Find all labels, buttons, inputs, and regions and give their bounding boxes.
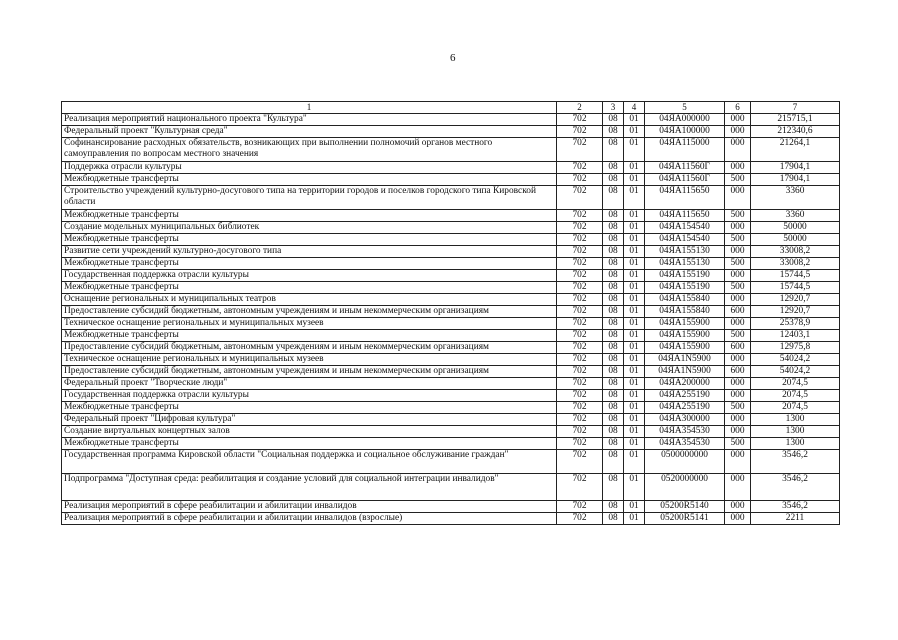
row-amount-cell: 3546,2 [751, 501, 840, 513]
table-row [62, 318, 840, 330]
table-row [62, 366, 840, 378]
row-expense-type-cell: 000 [725, 114, 751, 126]
row-code-cell: 702 [557, 438, 603, 450]
row-subsection-cell: 01 [624, 414, 645, 426]
table-row [62, 234, 840, 246]
table-row [62, 501, 840, 513]
table-row [62, 138, 840, 162]
table-row [62, 414, 840, 426]
row-amount-cell: 1300 [751, 414, 840, 426]
column-header: 7 [751, 102, 840, 114]
row-name-cell: Государственная поддержка отрасли культуры [62, 270, 557, 282]
table-row [62, 306, 840, 318]
row-name-cell: Создание виртуальных концертных залов [62, 426, 557, 438]
row-amount-cell: 2074,5 [751, 390, 840, 402]
table-body [62, 114, 840, 525]
row-expense-type-cell: 500 [725, 258, 751, 270]
row-target-article-cell: 04ЯА115000 [645, 138, 725, 162]
row-subsection-cell: 01 [624, 378, 645, 390]
row-name-cell: Предоставление субсидий бюджетным, автономным учреждениям и иным некоммерческим организациям [62, 342, 557, 354]
row-expense-type-cell: 500 [725, 402, 751, 414]
row-code-cell: 702 [557, 174, 603, 186]
table-row [62, 174, 840, 186]
row-amount-cell: 15744,5 [751, 282, 840, 294]
row-name-cell: Оснащение региональных и муниципальных театров [62, 294, 557, 306]
row-subsection-cell: 01 [624, 258, 645, 270]
row-name-cell: Реализация мероприятий в сфере реабилитации и абилитации инвалидов [62, 501, 557, 513]
row-name-cell: Техническое оснащение региональных и муниципальных музеев [62, 354, 557, 366]
row-section-cell: 08 [603, 426, 624, 438]
row-expense-type-cell: 000 [725, 354, 751, 366]
row-amount-cell: 2074,5 [751, 378, 840, 390]
row-expense-type-cell: 500 [725, 438, 751, 450]
row-subsection-cell: 01 [624, 318, 645, 330]
table-row [62, 282, 840, 294]
row-target-article-cell: 04ЯА155840 [645, 306, 725, 318]
row-amount-cell: 2211 [751, 513, 840, 525]
row-code-cell: 702 [557, 114, 603, 126]
column-header: 3 [603, 102, 624, 114]
row-section-cell: 08 [603, 474, 624, 501]
row-amount-cell: 12403,1 [751, 330, 840, 342]
row-section-cell: 08 [603, 402, 624, 414]
row-name-cell: Межбюджетные трансферты [62, 330, 557, 342]
row-subsection-cell: 01 [624, 501, 645, 513]
column-number-header [62, 102, 840, 114]
row-expense-type-cell: 500 [725, 234, 751, 246]
row-amount-cell: 215715,1 [751, 114, 840, 126]
row-code-cell: 702 [557, 414, 603, 426]
row-target-article-cell: 04ЯА255190 [645, 390, 725, 402]
row-target-article-cell: 04ЯА000000 [645, 114, 725, 126]
row-expense-type-cell: 000 [725, 450, 751, 474]
row-expense-type-cell: 000 [725, 162, 751, 174]
row-name-cell: Межбюджетные трансферты [62, 258, 557, 270]
row-amount-cell: 2074,5 [751, 402, 840, 414]
row-subsection-cell: 01 [624, 282, 645, 294]
row-subsection-cell: 01 [624, 234, 645, 246]
row-amount-cell: 33008,2 [751, 246, 840, 258]
row-code-cell: 702 [557, 330, 603, 342]
row-target-article-cell: 04ЯА1N5900 [645, 366, 725, 378]
row-name-cell: Предоставление субсидий бюджетным, автономным учреждениям и иным некоммерческим организациям [62, 366, 557, 378]
table-row [62, 186, 840, 210]
row-target-article-cell: 04ЯА11560Г [645, 162, 725, 174]
row-code-cell: 702 [557, 294, 603, 306]
row-name-cell: Реализация мероприятий национального проекта "Культура" [62, 114, 557, 126]
row-code-cell: 702 [557, 318, 603, 330]
row-code-cell: 702 [557, 450, 603, 474]
row-name-cell: Государственная поддержка отрасли культуры [62, 390, 557, 402]
row-subsection-cell: 01 [624, 402, 645, 414]
row-target-article-cell: 04ЯА155900 [645, 342, 725, 354]
row-expense-type-cell: 000 [725, 318, 751, 330]
row-section-cell: 08 [603, 186, 624, 210]
row-subsection-cell: 01 [624, 438, 645, 450]
row-section-cell: 08 [603, 366, 624, 378]
row-target-article-cell: 04ЯА115650 [645, 186, 725, 210]
row-name-cell: Межбюджетные трансферты [62, 402, 557, 414]
row-amount-cell: 1300 [751, 438, 840, 450]
row-code-cell: 702 [557, 258, 603, 270]
row-subsection-cell: 01 [624, 246, 645, 258]
row-name-cell: Государственная программа Кировской области "Социальная поддержка и социальное обслуживание граждан" [62, 450, 557, 474]
row-name-cell: Софинансирование расходных обязательств, возникающих при выполнении полномочий органов местного самоуправления по вопросам местного значения [62, 138, 557, 162]
row-expense-type-cell: 500 [725, 174, 751, 186]
row-target-article-cell: 05200R5141 [645, 513, 725, 525]
row-subsection-cell: 01 [624, 450, 645, 474]
row-code-cell: 702 [557, 222, 603, 234]
row-subsection-cell: 01 [624, 294, 645, 306]
row-section-cell: 08 [603, 330, 624, 342]
table-row [62, 354, 840, 366]
row-subsection-cell: 01 [624, 306, 645, 318]
table-row [62, 390, 840, 402]
table-row [62, 402, 840, 414]
row-target-article-cell: 04ЯА155190 [645, 270, 725, 282]
row-name-cell: Поддержка отрасли культуры [62, 162, 557, 174]
table-row [62, 222, 840, 234]
row-code-cell: 702 [557, 306, 603, 318]
row-expense-type-cell: 000 [725, 378, 751, 390]
row-target-article-cell: 0520000000 [645, 474, 725, 501]
column-header: 4 [624, 102, 645, 114]
row-name-cell: Межбюджетные трансферты [62, 174, 557, 186]
row-subsection-cell: 01 [624, 126, 645, 138]
row-target-article-cell: 04ЯА155900 [645, 330, 725, 342]
row-subsection-cell: 01 [624, 342, 645, 354]
row-amount-cell: 50000 [751, 222, 840, 234]
row-section-cell: 08 [603, 234, 624, 246]
page-number: 6 [450, 52, 456, 64]
table-row [62, 474, 840, 501]
row-amount-cell: 33008,2 [751, 258, 840, 270]
table-row [62, 126, 840, 138]
row-code-cell: 702 [557, 186, 603, 210]
row-amount-cell: 3546,2 [751, 474, 840, 501]
row-target-article-cell: 04ЯА200000 [645, 378, 725, 390]
row-section-cell: 08 [603, 378, 624, 390]
table-row [62, 330, 840, 342]
row-name-cell: Строительство учреждений культурно-досугового типа на территории городов и поселков городского типа Кировской области [62, 186, 557, 210]
row-name-cell: Федеральный проект "Культурная среда" [62, 126, 557, 138]
column-header: 5 [645, 102, 725, 114]
row-name-cell: Реализация мероприятий в сфере реабилитации и абилитации инвалидов (взрослые) [62, 513, 557, 525]
row-target-article-cell: 04ЯА155130 [645, 246, 725, 258]
row-name-cell: Техническое оснащение региональных и муниципальных музеев [62, 318, 557, 330]
row-amount-cell: 3360 [751, 210, 840, 222]
row-target-article-cell: 0500000000 [645, 450, 725, 474]
column-header: 6 [725, 102, 751, 114]
row-expense-type-cell: 600 [725, 306, 751, 318]
row-section-cell: 08 [603, 222, 624, 234]
table-row [62, 342, 840, 354]
row-amount-cell: 12975,8 [751, 342, 840, 354]
row-name-cell: Межбюджетные трансферты [62, 282, 557, 294]
row-amount-cell: 212340,6 [751, 126, 840, 138]
row-section-cell: 08 [603, 513, 624, 525]
row-code-cell: 702 [557, 246, 603, 258]
row-subsection-cell: 01 [624, 390, 645, 402]
row-target-article-cell: 04ЯА155900 [645, 318, 725, 330]
row-expense-type-cell: 600 [725, 342, 751, 354]
row-subsection-cell: 01 [624, 186, 645, 210]
row-subsection-cell: 01 [624, 513, 645, 525]
row-code-cell: 702 [557, 342, 603, 354]
row-subsection-cell: 01 [624, 474, 645, 501]
row-amount-cell: 21264,1 [751, 138, 840, 162]
row-target-article-cell: 04ЯА155130 [645, 258, 725, 270]
row-target-article-cell: 04ЯА155840 [645, 294, 725, 306]
row-expense-type-cell: 600 [725, 366, 751, 378]
row-target-article-cell: 04ЯА115650 [645, 210, 725, 222]
row-amount-cell: 54024,2 [751, 354, 840, 366]
row-name-cell: Федеральный проект "Творческие люди" [62, 378, 557, 390]
row-expense-type-cell: 000 [725, 186, 751, 210]
row-target-article-cell: 04ЯА154540 [645, 222, 725, 234]
row-section-cell: 08 [603, 438, 624, 450]
row-section-cell: 08 [603, 114, 624, 126]
row-target-article-cell: 04ЯА354530 [645, 438, 725, 450]
row-expense-type-cell: 500 [725, 330, 751, 342]
row-amount-cell: 54024,2 [751, 366, 840, 378]
row-target-article-cell: 04ЯА255190 [645, 402, 725, 414]
row-target-article-cell: 04ЯА300000 [645, 414, 725, 426]
row-subsection-cell: 01 [624, 210, 645, 222]
row-section-cell: 08 [603, 354, 624, 366]
row-subsection-cell: 01 [624, 270, 645, 282]
row-target-article-cell: 04ЯА155190 [645, 282, 725, 294]
row-name-cell: Развитие сети учреждений культурно-досугового типа [62, 246, 557, 258]
table-row [62, 246, 840, 258]
row-code-cell: 702 [557, 126, 603, 138]
row-section-cell: 08 [603, 138, 624, 162]
row-amount-cell: 1300 [751, 426, 840, 438]
row-subsection-cell: 01 [624, 114, 645, 126]
table-row [62, 162, 840, 174]
row-expense-type-cell: 000 [725, 222, 751, 234]
row-code-cell: 702 [557, 354, 603, 366]
row-expense-type-cell: 000 [725, 126, 751, 138]
row-code-cell: 702 [557, 402, 603, 414]
row-amount-cell: 12920,7 [751, 294, 840, 306]
row-code-cell: 702 [557, 234, 603, 246]
row-name-cell: Межбюджетные трансферты [62, 234, 557, 246]
row-target-article-cell: 04ЯА154540 [645, 234, 725, 246]
row-expense-type-cell: 000 [725, 414, 751, 426]
row-code-cell: 702 [557, 501, 603, 513]
row-amount-cell: 12920,7 [751, 306, 840, 318]
row-code-cell: 702 [557, 162, 603, 174]
row-code-cell: 702 [557, 390, 603, 402]
row-name-cell: Предоставление субсидий бюджетным, автономным учреждениям и иным некоммерческим организациям [62, 306, 557, 318]
row-subsection-cell: 01 [624, 138, 645, 162]
row-section-cell: 08 [603, 246, 624, 258]
table-row [62, 450, 840, 474]
row-section-cell: 08 [603, 318, 624, 330]
table-row [62, 258, 840, 270]
row-expense-type-cell: 500 [725, 210, 751, 222]
row-expense-type-cell: 000 [725, 513, 751, 525]
row-section-cell: 08 [603, 210, 624, 222]
row-section-cell: 08 [603, 282, 624, 294]
row-subsection-cell: 01 [624, 330, 645, 342]
row-target-article-cell: 05200R5140 [645, 501, 725, 513]
table-row [62, 438, 840, 450]
row-code-cell: 702 [557, 513, 603, 525]
row-code-cell: 702 [557, 270, 603, 282]
row-amount-cell: 3360 [751, 186, 840, 210]
row-amount-cell: 17904,1 [751, 174, 840, 186]
row-section-cell: 08 [603, 501, 624, 513]
row-code-cell: 702 [557, 426, 603, 438]
row-section-cell: 08 [603, 258, 624, 270]
row-code-cell: 702 [557, 138, 603, 162]
row-target-article-cell: 04ЯА100000 [645, 126, 725, 138]
row-name-cell: Межбюджетные трансферты [62, 210, 557, 222]
table-row [62, 294, 840, 306]
row-subsection-cell: 01 [624, 366, 645, 378]
row-amount-cell: 17904,1 [751, 162, 840, 174]
row-section-cell: 08 [603, 450, 624, 474]
row-code-cell: 702 [557, 378, 603, 390]
table-row [62, 270, 840, 282]
row-section-cell: 08 [603, 126, 624, 138]
budget-table [61, 101, 840, 525]
row-expense-type-cell: 000 [725, 294, 751, 306]
row-target-article-cell: 04ЯА1N5900 [645, 354, 725, 366]
row-expense-type-cell: 000 [725, 426, 751, 438]
column-header: 2 [557, 102, 603, 114]
row-subsection-cell: 01 [624, 222, 645, 234]
row-subsection-cell: 01 [624, 426, 645, 438]
row-subsection-cell: 01 [624, 174, 645, 186]
table-row [62, 210, 840, 222]
row-section-cell: 08 [603, 174, 624, 186]
row-code-cell: 702 [557, 210, 603, 222]
row-subsection-cell: 01 [624, 162, 645, 174]
table-row [62, 378, 840, 390]
row-expense-type-cell: 000 [725, 474, 751, 501]
table-row [62, 426, 840, 438]
row-name-cell: Создание модельных муниципальных библиотек [62, 222, 557, 234]
row-amount-cell: 15744,5 [751, 270, 840, 282]
row-section-cell: 08 [603, 294, 624, 306]
row-code-cell: 702 [557, 282, 603, 294]
row-subsection-cell: 01 [624, 354, 645, 366]
row-section-cell: 08 [603, 390, 624, 402]
row-expense-type-cell: 000 [725, 270, 751, 282]
row-section-cell: 08 [603, 270, 624, 282]
row-amount-cell: 3546,2 [751, 450, 840, 474]
row-expense-type-cell: 000 [725, 501, 751, 513]
row-amount-cell: 50000 [751, 234, 840, 246]
row-section-cell: 08 [603, 162, 624, 174]
row-section-cell: 08 [603, 342, 624, 354]
column-header: 1 [62, 102, 557, 114]
row-expense-type-cell: 000 [725, 138, 751, 162]
row-amount-cell: 25378,9 [751, 318, 840, 330]
table-row [62, 513, 840, 525]
row-name-cell: Подпрограмма "Доступная среда: реабилитация и создание условий для социальной интеграции инвалидов" [62, 474, 557, 501]
row-code-cell: 702 [557, 474, 603, 501]
row-code-cell: 702 [557, 366, 603, 378]
row-section-cell: 08 [603, 306, 624, 318]
table-row [62, 114, 840, 126]
row-target-article-cell: 04ЯА11560Г [645, 174, 725, 186]
row-section-cell: 08 [603, 414, 624, 426]
row-expense-type-cell: 500 [725, 282, 751, 294]
row-target-article-cell: 04ЯА354530 [645, 426, 725, 438]
row-name-cell: Межбюджетные трансферты [62, 438, 557, 450]
row-name-cell: Федеральный проект "Цифровая культура" [62, 414, 557, 426]
row-expense-type-cell: 000 [725, 390, 751, 402]
row-expense-type-cell: 000 [725, 246, 751, 258]
